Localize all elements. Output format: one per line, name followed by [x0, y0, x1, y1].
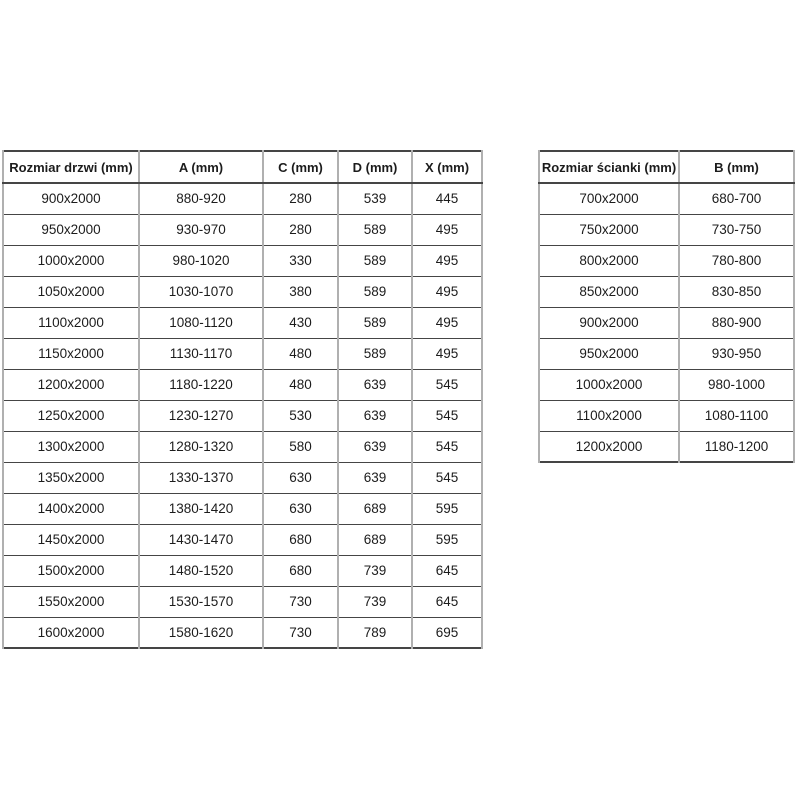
table-row: [3, 338, 482, 369]
table-row: [3, 555, 482, 586]
table-cell: 1100x2000: [539, 400, 679, 431]
table-cell: 1480-1520: [139, 555, 263, 586]
table-cell: 689: [338, 524, 412, 555]
table-cell: 639: [338, 431, 412, 462]
table-cell: 1250x2000: [3, 400, 139, 431]
door-table-body: [3, 183, 482, 648]
table-cell: 1230-1270: [139, 400, 263, 431]
table-cell: 1000x2000: [539, 369, 679, 400]
table-cell: 880-900: [679, 307, 794, 338]
table-cell: 1030-1070: [139, 276, 263, 307]
table-row: [3, 183, 482, 214]
table-cell: 800x2000: [539, 245, 679, 276]
table-cell: 639: [338, 462, 412, 493]
table-cell: 445: [412, 183, 482, 214]
table-row: [3, 245, 482, 276]
table-cell: 630: [263, 493, 338, 524]
table-cell: 330: [263, 245, 338, 276]
table-cell: 930-950: [679, 338, 794, 369]
wall-table-body: [539, 183, 794, 462]
table-cell: 595: [412, 493, 482, 524]
table-cell: 900x2000: [539, 307, 679, 338]
table-cell: 530: [263, 400, 338, 431]
table-cell: 1000x2000: [3, 245, 139, 276]
table-row: [539, 276, 794, 307]
wall-table-header-row: [539, 151, 794, 183]
column-header-d: D (mm): [338, 151, 412, 183]
table-cell: 950x2000: [539, 338, 679, 369]
column-header-b: B (mm): [679, 151, 794, 183]
table-row: [539, 214, 794, 245]
table-cell: 730: [263, 617, 338, 648]
table-cell: 630: [263, 462, 338, 493]
table-cell: 1580-1620: [139, 617, 263, 648]
table-cell: 1050x2000: [3, 276, 139, 307]
table-row: [3, 431, 482, 462]
table-cell: 280: [263, 214, 338, 245]
table-cell: 680: [263, 555, 338, 586]
table-cell: 545: [412, 462, 482, 493]
table-cell: 739: [338, 555, 412, 586]
table-row: [539, 307, 794, 338]
table-row: [539, 338, 794, 369]
table-cell: 695: [412, 617, 482, 648]
table-cell: 380: [263, 276, 338, 307]
column-header-wall-size: Rozmiar ścianki (mm): [539, 151, 679, 183]
table-cell: 280: [263, 183, 338, 214]
table-row: [3, 214, 482, 245]
table-cell: 1530-1570: [139, 586, 263, 617]
table-cell: 1150x2000: [3, 338, 139, 369]
table-cell: 1330-1370: [139, 462, 263, 493]
table-cell: 595: [412, 524, 482, 555]
table-cell: 589: [338, 338, 412, 369]
table-cell: 495: [412, 307, 482, 338]
table-cell: 639: [338, 400, 412, 431]
column-header-x: X (mm): [412, 151, 482, 183]
column-header-a: A (mm): [139, 151, 263, 183]
table-row: [3, 586, 482, 617]
table-cell: 750x2000: [539, 214, 679, 245]
table-cell: 1280-1320: [139, 431, 263, 462]
table-cell: 680-700: [679, 183, 794, 214]
table-cell: 430: [263, 307, 338, 338]
door-table-header-row: [3, 151, 482, 183]
table-cell: 580: [263, 431, 338, 462]
table-cell: 980-1020: [139, 245, 263, 276]
table-row: [3, 617, 482, 648]
door-sizes-table: [2, 150, 483, 649]
table-cell: 1200x2000: [539, 431, 679, 462]
table-row: [3, 493, 482, 524]
column-header-door-size: Rozmiar drzwi (mm): [3, 151, 139, 183]
table-cell: 689: [338, 493, 412, 524]
table-cell: 480: [263, 338, 338, 369]
table-row: [3, 307, 482, 338]
column-header-c: C (mm): [263, 151, 338, 183]
table-cell: 830-850: [679, 276, 794, 307]
table-cell: 495: [412, 338, 482, 369]
table-cell: 645: [412, 555, 482, 586]
table-cell: 639: [338, 369, 412, 400]
table-cell: 1550x2000: [3, 586, 139, 617]
table-row: [539, 431, 794, 462]
table-row: [539, 245, 794, 276]
table-cell: 545: [412, 369, 482, 400]
table-cell: 789: [338, 617, 412, 648]
table-cell: 930-970: [139, 214, 263, 245]
table-cell: 480: [263, 369, 338, 400]
table-cell: 589: [338, 307, 412, 338]
table-cell: 730-750: [679, 214, 794, 245]
table-row: [3, 276, 482, 307]
wall-sizes-table: [538, 150, 795, 463]
table-cell: 850x2000: [539, 276, 679, 307]
table-cell: 1180-1220: [139, 369, 263, 400]
table-cell: 545: [412, 400, 482, 431]
table-cell: 680: [263, 524, 338, 555]
table-cell: 739: [338, 586, 412, 617]
table-cell: 900x2000: [3, 183, 139, 214]
table-row: [539, 369, 794, 400]
table-cell: 1450x2000: [3, 524, 139, 555]
table-cell: 1400x2000: [3, 493, 139, 524]
table-cell: 589: [338, 214, 412, 245]
table-cell: 495: [412, 276, 482, 307]
table-row: [3, 524, 482, 555]
table-cell: 880-920: [139, 183, 263, 214]
table-cell: 589: [338, 245, 412, 276]
table-row: [3, 400, 482, 431]
table-cell: 1080-1100: [679, 400, 794, 431]
table-cell: 730: [263, 586, 338, 617]
table-cell: 980-1000: [679, 369, 794, 400]
table-cell: 645: [412, 586, 482, 617]
table-cell: 589: [338, 276, 412, 307]
table-cell: 700x2000: [539, 183, 679, 214]
table-cell: 1600x2000: [3, 617, 139, 648]
table-row: [3, 369, 482, 400]
table-cell: 1350x2000: [3, 462, 139, 493]
table-cell: 1380-1420: [139, 493, 263, 524]
table-cell: 1500x2000: [3, 555, 139, 586]
table-cell: 1100x2000: [3, 307, 139, 338]
table-cell: 1300x2000: [3, 431, 139, 462]
table-cell: 495: [412, 245, 482, 276]
table-row: [539, 183, 794, 214]
table-cell: 539: [338, 183, 412, 214]
table-cell: 780-800: [679, 245, 794, 276]
table-cell: 1430-1470: [139, 524, 263, 555]
table-cell: 495: [412, 214, 482, 245]
table-cell: 950x2000: [3, 214, 139, 245]
table-cell: 1130-1170: [139, 338, 263, 369]
table-cell: 1200x2000: [3, 369, 139, 400]
table-cell: 1080-1120: [139, 307, 263, 338]
table-cell: 1180-1200: [679, 431, 794, 462]
table-row: [3, 462, 482, 493]
table-row: [539, 400, 794, 431]
table-cell: 545: [412, 431, 482, 462]
